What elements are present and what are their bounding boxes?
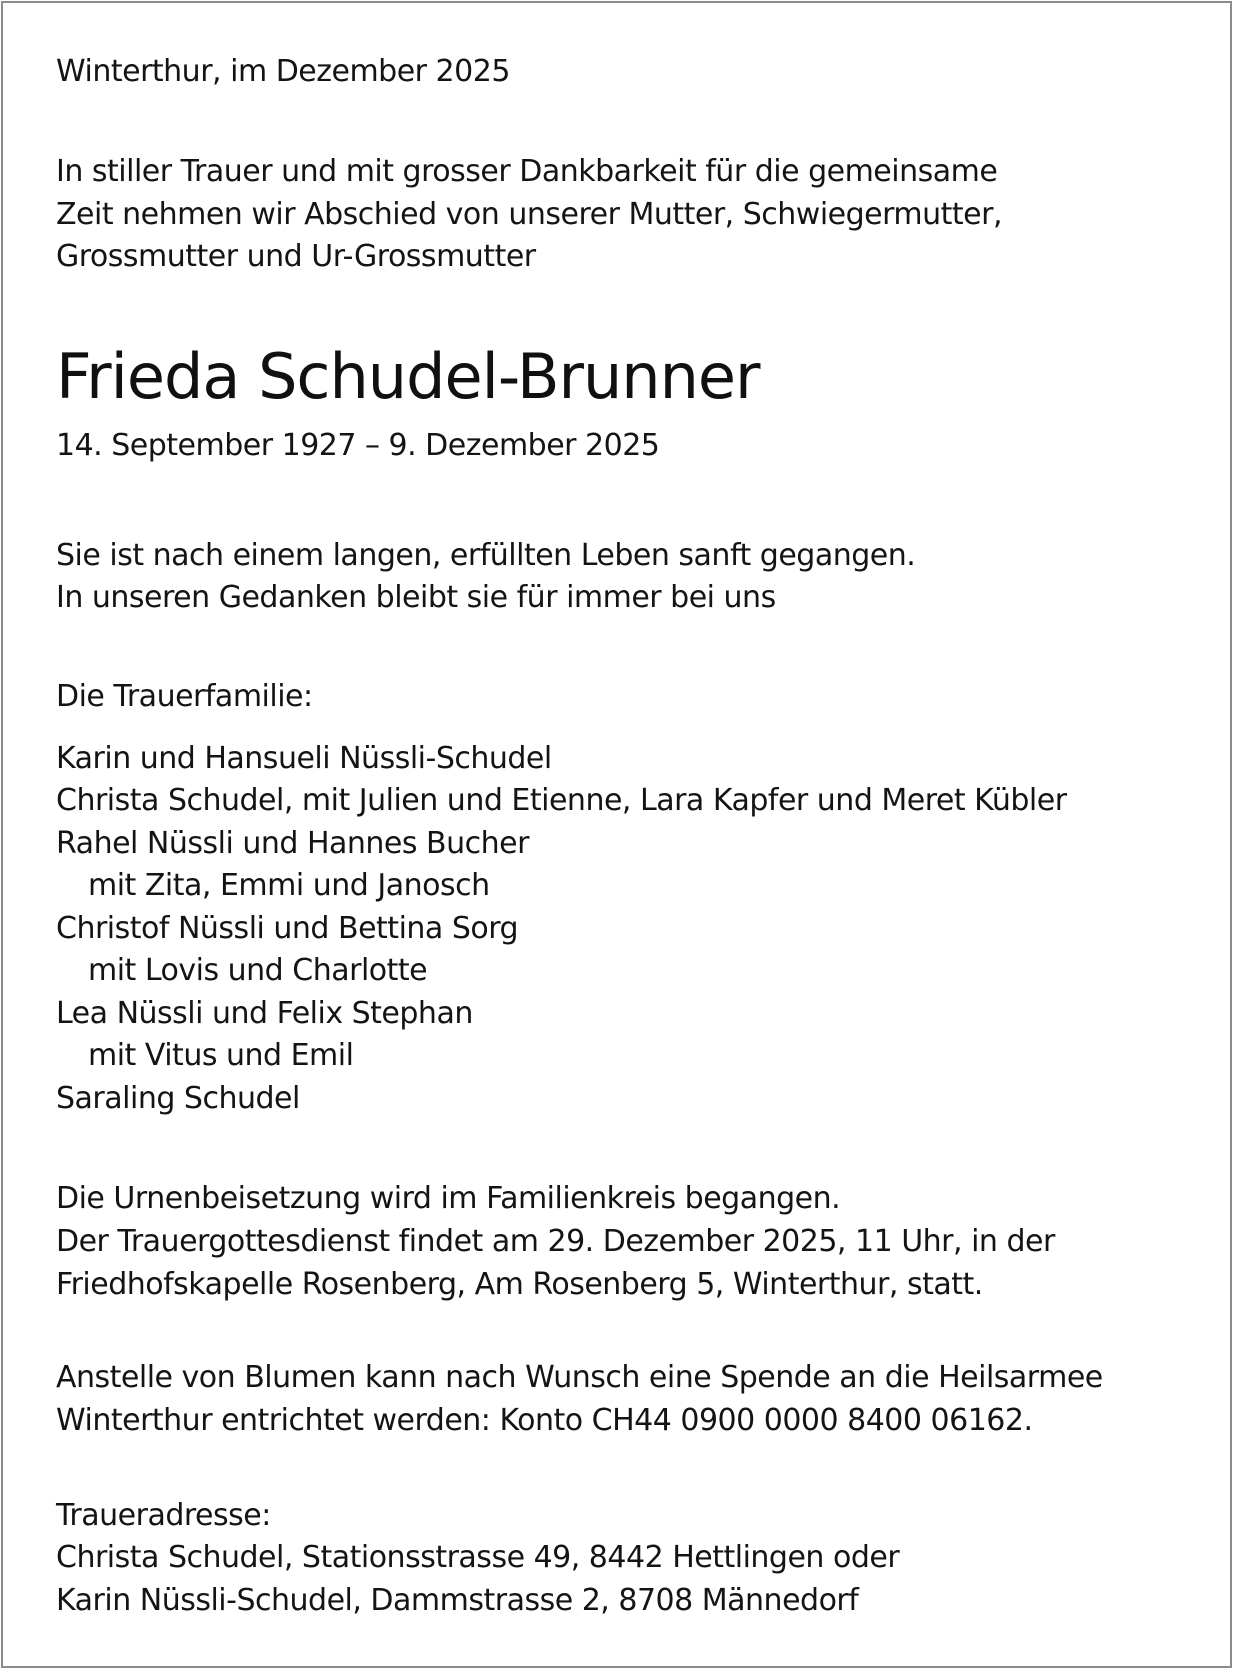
donation-line: Anstelle von Blumen kann nach Wunsch eine Spende an die Heilsarmee [56,1360,1103,1395]
donation-line: Winterthur entrichtet werden: Konto CH44 0900 0000 8400 06162. [56,1403,1033,1438]
family-member: Lea Nüssli und Felix Stephan [56,996,473,1031]
intro-line: In stiller Trauer und mit grosser Dankbarkeit für die gemeinsame [56,154,998,189]
family-member-children: mit Zita, Emmi und Janosch [88,868,490,903]
message-line: In unseren Gedanken bleibt sie für immer bei uns [56,580,776,615]
place-date: Winterthur, im Dezember 2025 [56,54,510,89]
family-member: Christa Schudel, mit Julien und Etienne, Lara Kapfer und Meret Kübler [56,783,1067,818]
service-line: Die Urnenbeisetzung wird im Familienkreis begangen. [56,1181,841,1216]
family-heading: Die Trauerfamilie: [56,679,313,714]
deceased-dates: 14. September 1927 – 9. Dezember 2025 [56,428,660,463]
intro-line: Grossmutter und Ur-Grossmutter [56,239,536,274]
address-line: Christa Schudel, Stationsstrasse 49, 8442 Hettlingen oder [56,1540,900,1575]
family-member-children: mit Vitus und Emil [88,1038,354,1073]
address-heading: Traueradresse: [56,1498,271,1533]
family-member: Karin und Hansueli Nüssli-Schudel [56,741,552,776]
message-line: Sie ist nach einem langen, erfüllten Leben sanft gegangen. [56,538,916,573]
family-member: Saraling Schudel [56,1081,300,1116]
address-line: Karin Nüssli-Schudel, Dammstrasse 2, 8708 Männedorf [56,1583,859,1618]
deceased-name: Frieda Schudel-Brunner [56,340,760,413]
family-member-children: mit Lovis und Charlotte [88,953,428,988]
notice-frame [1,1,1232,1668]
service-line: Friedhofskapelle Rosenberg, Am Rosenberg 5, Winterthur, statt. [56,1267,983,1302]
intro-line: Zeit nehmen wir Abschied von unserer Mutter, Schwiegermutter, [56,197,1003,232]
family-member: Christof Nüssli und Bettina Sorg [56,911,519,946]
service-line: Der Trauergottesdienst findet am 29. Dezember 2025, 11 Uhr, in der [56,1224,1055,1259]
family-member: Rahel Nüssli und Hannes Bucher [56,826,529,861]
